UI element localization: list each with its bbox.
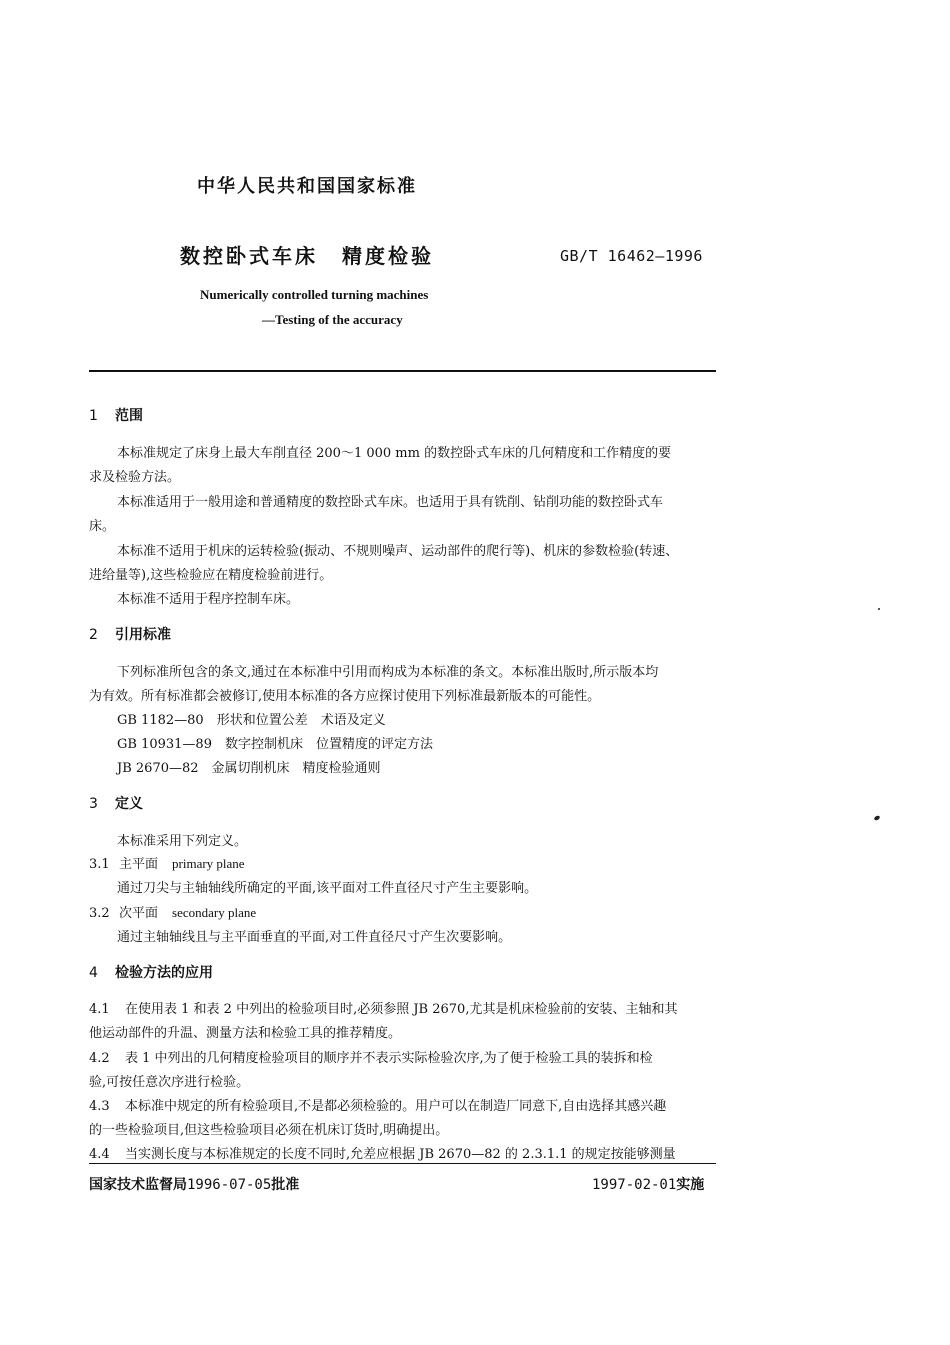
approval-label: 批准 <box>271 1177 300 1193</box>
header-divider <box>89 370 716 372</box>
clause-text: 本标准中规定的所有检验项目,不是都必须检验的。用户可以在制造厂同意下,自由选择其感兴趣 <box>125 1099 667 1114</box>
section-2-title: 引用标准 <box>115 627 171 643</box>
clause-text: 当实测长度与本标准规定的长度不同时,允差应根据 JB 2670—82 的 2.3.1.1 的规定按能够测量 <box>125 1147 676 1162</box>
s1-p4: 本标准不适用于程序控制车床。 <box>117 592 300 607</box>
approval-info <box>89 1174 299 1194</box>
section-4-number: 4 <box>89 965 98 981</box>
definition-number: 3.1 <box>89 857 110 872</box>
effective-label: 实施 <box>676 1177 705 1193</box>
section-2-number: 2 <box>89 627 98 643</box>
s2-p1-line1: 下列标准所包含的条文,通过在本标准中引用而构成为本标准的条文。本标准出版时,所示版本均 <box>117 665 659 680</box>
definition-3-2-text: 通过主轴轴线且与主平面垂直的平面,对工件直径尺寸产生次要影响。 <box>117 930 512 945</box>
clause-4-2-line2: 验,可按任意次序进行检验。 <box>89 1075 250 1090</box>
section-4-title: 检验方法的应用 <box>115 965 213 981</box>
s1-p3-line1: 本标准不适用于机床的运转检验(振动、不规则噪声、运动部件的爬行等)、机床的参数检验(转速、 <box>117 544 679 559</box>
s1-p1-line2: 求及检验方法。 <box>89 470 181 485</box>
section-3-number: 3 <box>89 796 98 812</box>
section-3-title: 定义 <box>115 796 143 812</box>
section-3-heading <box>89 793 143 813</box>
section-4-heading <box>89 962 213 982</box>
effective-info <box>592 1174 704 1194</box>
scan-speck <box>873 815 880 821</box>
reference-item: GB 10931—89 数字控制机床 位置精度的评定方法 <box>117 737 433 752</box>
title-cn-part2: 精度检验 <box>342 244 434 268</box>
clause-number: 4.2 <box>89 1051 110 1066</box>
scan-speck <box>878 608 880 610</box>
clause-number: 4.1 <box>89 1002 110 1017</box>
s1-p3-line2: 进给量等),这些检验应在精度检验前进行。 <box>89 568 333 583</box>
national-standard-title: 中华人民共和国国家标准 <box>197 176 417 197</box>
standard-number: GB/T 16462—1996 <box>560 247 703 265</box>
clause-4-1-line1 <box>89 998 677 1017</box>
s3-intro: 本标准采用下列定义。 <box>117 834 248 849</box>
title-cn-part1: 数控卧式车床 <box>180 244 318 268</box>
s1-p2-line2: 床。 <box>89 519 116 534</box>
definition-term-en: secondary plane <box>172 905 257 920</box>
definition-3-1 <box>89 853 245 872</box>
clause-number: 4.3 <box>89 1099 110 1114</box>
reference-item: GB 1182—80 形状和位置公差 术语及定义 <box>117 713 386 728</box>
effective-date: 1997-02-01 <box>592 1177 677 1193</box>
document-title-en-line1: Numerically controlled turning machines <box>200 287 429 302</box>
clause-4-3-line2: 的一些检验项目,但这些检验项目必须在机床订货时,明确提出。 <box>89 1123 449 1138</box>
clause-4-2-line1 <box>89 1047 653 1066</box>
section-2-heading <box>89 624 171 644</box>
clause-4-1-line2: 他运动部件的升温、测量方法和检验工具的推荐精度。 <box>89 1026 402 1041</box>
clause-number: 4.4 <box>89 1147 110 1162</box>
document-title-cn <box>180 240 434 269</box>
definition-3-2 <box>89 902 256 921</box>
clause-text: 表 1 中列出的几何精度检验项目的顺序并不表示实际检验次序,为了便于检验工具的装拆和检 <box>125 1051 653 1066</box>
clause-4-3-line1 <box>89 1095 666 1114</box>
approving-authority: 国家技术监督局 <box>89 1177 187 1193</box>
document-title-en-line2: —Testing of the accuracy <box>262 312 403 327</box>
section-1-number: 1 <box>89 408 98 424</box>
reference-item: JB 2670—82 金属切削机床 精度检验通则 <box>117 761 381 776</box>
definition-term: 主平面 <box>119 857 159 872</box>
clause-4-4-line1 <box>89 1143 676 1162</box>
definition-number: 3.2 <box>89 906 110 921</box>
section-1-heading <box>89 405 143 425</box>
definition-term-en: primary plane <box>172 856 245 871</box>
s1-p2-line1: 本标准适用于一般用途和普通精度的数控卧式车床。也适用于具有铣削、钻削功能的数控卧式车 <box>117 495 664 510</box>
definition-3-1-text: 通过刀尖与主轴轴线所确定的平面,该平面对工件直径尺寸产生主要影响。 <box>117 881 538 896</box>
s1-p1-line1: 本标准规定了床身上最大车削直径 200～1 000 mm 的数控卧式车床的几何精度和工作精度的要 <box>117 446 672 461</box>
definition-term: 次平面 <box>119 906 159 921</box>
approval-date: 1996-07-05 <box>187 1177 272 1193</box>
footer-divider <box>89 1163 716 1164</box>
section-1-title: 范围 <box>115 408 143 424</box>
s2-p1-line2: 为有效。所有标准都会被修订,使用本标准的各方应探讨使用下列标准最新版本的可能性。 <box>89 689 601 704</box>
clause-text: 在使用表 1 和表 2 中列出的检验项目时,必须参照 JB 2670,尤其是机床检验前的安装、主轴和其 <box>125 1002 678 1017</box>
